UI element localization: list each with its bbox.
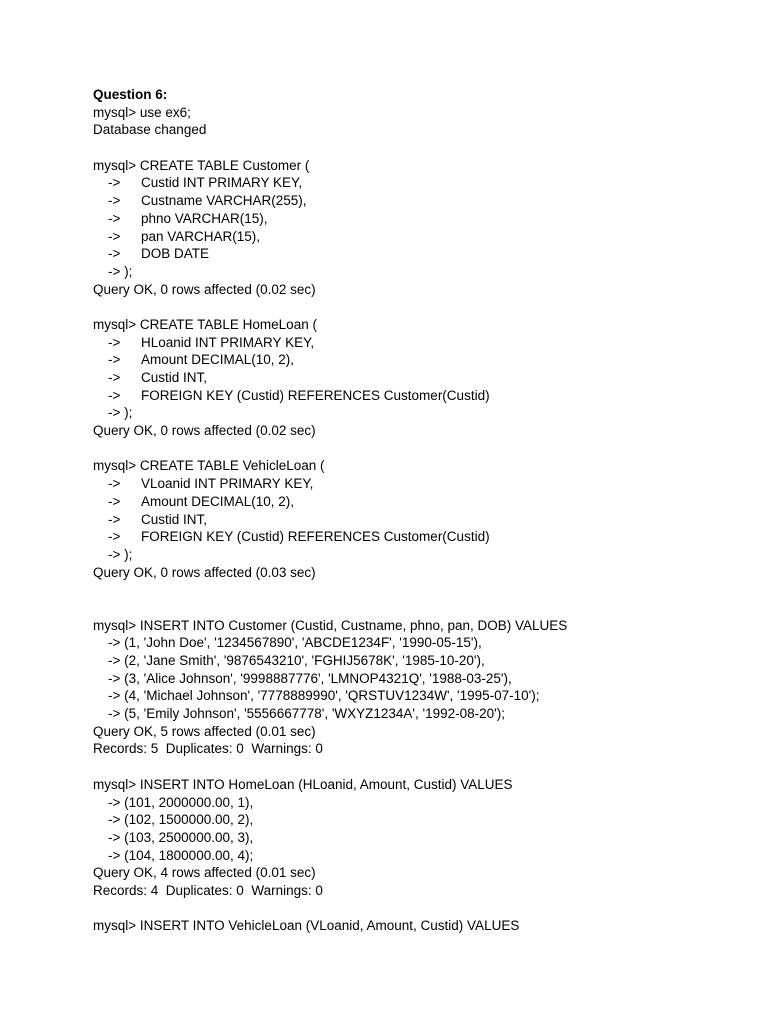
continuation-line	[93, 387, 733, 405]
continuation-line: -> (4, 'Michael Johnson', '7778889990', 'QRSTUV1234W', '1995-07-10');	[108, 688, 540, 704]
continuation-arrow: ->	[108, 352, 121, 368]
continuation-line: -> );	[108, 405, 133, 421]
continuation-text: Amount DECIMAL(10, 2),	[141, 493, 295, 509]
continuation-text: FOREIGN KEY (Custid) REFERENCES Customer(Custid)	[141, 529, 490, 545]
transcript-line: Query OK, 0 rows affected (0.02 sec)	[93, 423, 316, 439]
continuation-arrow: ->	[108, 493, 121, 509]
blank-line	[93, 758, 733, 776]
continuation-line	[93, 192, 733, 210]
continuation-arrow: ->	[108, 511, 121, 527]
continuation-text: Custname VARCHAR(255),	[141, 193, 307, 209]
transcript-line: mysql> CREATE TABLE HomeLoan (	[93, 316, 317, 332]
continuation-arrow: ->	[108, 228, 121, 244]
document-page	[93, 86, 733, 935]
transcript-line: mysql> INSERT INTO HomeLoan (HLoanid, Amount, Custid) VALUES	[93, 776, 513, 792]
continuation-line	[93, 210, 733, 228]
continuation-text: pan VARCHAR(15),	[141, 228, 261, 244]
continuation-arrow: ->	[108, 370, 121, 385]
continuation-line: -> (102, 1500000.00, 2),	[108, 812, 254, 828]
continuation-line	[93, 334, 733, 352]
transcript-line: mysql> use ex6;	[93, 104, 191, 120]
continuation-text: FOREIGN KEY (Custid) REFERENCES Customer(Custid)	[141, 387, 490, 403]
transcript-line: Records: 4 Duplicates: 0 Warnings: 0	[93, 882, 323, 898]
continuation-text: HLoanid INT PRIMARY KEY,	[141, 334, 315, 350]
continuation-text: Custid INT PRIMARY KEY,	[141, 175, 303, 191]
continuation-line: -> (2, 'Jane Smith', '9876543210', 'FGHIJ5678K', '1985-10-20'),	[108, 653, 485, 668]
transcript-line: mysql> CREATE TABLE VehicleLoan (	[93, 458, 325, 474]
continuation-text: Amount DECIMAL(10, 2),	[141, 352, 295, 368]
transcript-line: Records: 5 Duplicates: 0 Warnings: 0	[93, 741, 323, 757]
blank-line	[93, 139, 733, 157]
continuation-line	[93, 228, 733, 246]
continuation-text: VLoanid INT PRIMARY KEY,	[141, 476, 314, 492]
transcript-line: Query OK, 4 rows affected (0.01 sec)	[93, 865, 316, 881]
continuation-arrow: ->	[108, 476, 121, 492]
continuation-line	[93, 528, 733, 546]
continuation-line	[93, 493, 733, 511]
continuation-arrow: ->	[108, 246, 121, 262]
transcript-line: Query OK, 5 rows affected (0.01 sec)	[93, 723, 316, 739]
continuation-line: -> (1, 'John Doe', '1234567890', 'ABCDE1234F', '1990-05-15'),	[108, 635, 482, 651]
continuation-text: phno VARCHAR(15),	[141, 210, 268, 226]
continuation-text: DOB DATE	[141, 246, 210, 262]
blank-line	[93, 599, 733, 617]
transcript-line: mysql> INSERT INTO VehicleLoan (VLoanid, Amount, Custid) VALUES	[93, 918, 520, 934]
transcript-line: mysql> INSERT INTO Customer (Custid, Custname, phno, pan, DOB) VALUES	[93, 617, 568, 633]
transcript-line: Query OK, 0 rows affected (0.03 sec)	[93, 564, 316, 580]
continuation-line	[93, 245, 733, 263]
transcript-line: mysql> CREATE TABLE Customer (	[93, 157, 310, 173]
mysql-transcript	[93, 104, 733, 935]
continuation-line: -> (101, 2000000.00, 1),	[108, 794, 254, 810]
continuation-text: Custid INT,	[141, 370, 208, 385]
continuation-line: -> );	[108, 263, 133, 279]
continuation-arrow: ->	[108, 529, 121, 545]
continuation-line: -> (3, 'Alice Johnson', '9998887776', 'LMNOP4321Q', '1988-03-25'),	[108, 670, 512, 686]
continuation-line	[93, 369, 733, 387]
continuation-line	[93, 511, 733, 529]
question-title: Question 6:	[93, 87, 168, 102]
continuation-line: -> (103, 2500000.00, 3),	[108, 829, 254, 845]
continuation-arrow: ->	[108, 175, 121, 191]
continuation-arrow: ->	[108, 193, 121, 209]
blank-line	[93, 440, 733, 458]
continuation-line: -> );	[108, 546, 133, 562]
continuation-arrow: ->	[108, 387, 121, 403]
continuation-arrow: ->	[108, 210, 121, 226]
blank-line	[93, 298, 733, 316]
continuation-line: -> (5, 'Emily Johnson', '5556667778', 'WXYZ1234A', '1992-08-20');	[108, 706, 505, 722]
continuation-arrow: ->	[108, 334, 121, 350]
continuation-line	[93, 351, 733, 369]
continuation-line	[93, 475, 733, 493]
continuation-text: Custid INT,	[141, 511, 208, 527]
blank-line	[93, 900, 733, 918]
transcript-line: Database changed	[93, 122, 207, 138]
transcript-line: Query OK, 0 rows affected (0.02 sec)	[93, 281, 316, 297]
continuation-line: -> (104, 1800000.00, 4);	[108, 847, 254, 863]
blank-line	[93, 581, 733, 599]
continuation-line	[93, 174, 733, 192]
